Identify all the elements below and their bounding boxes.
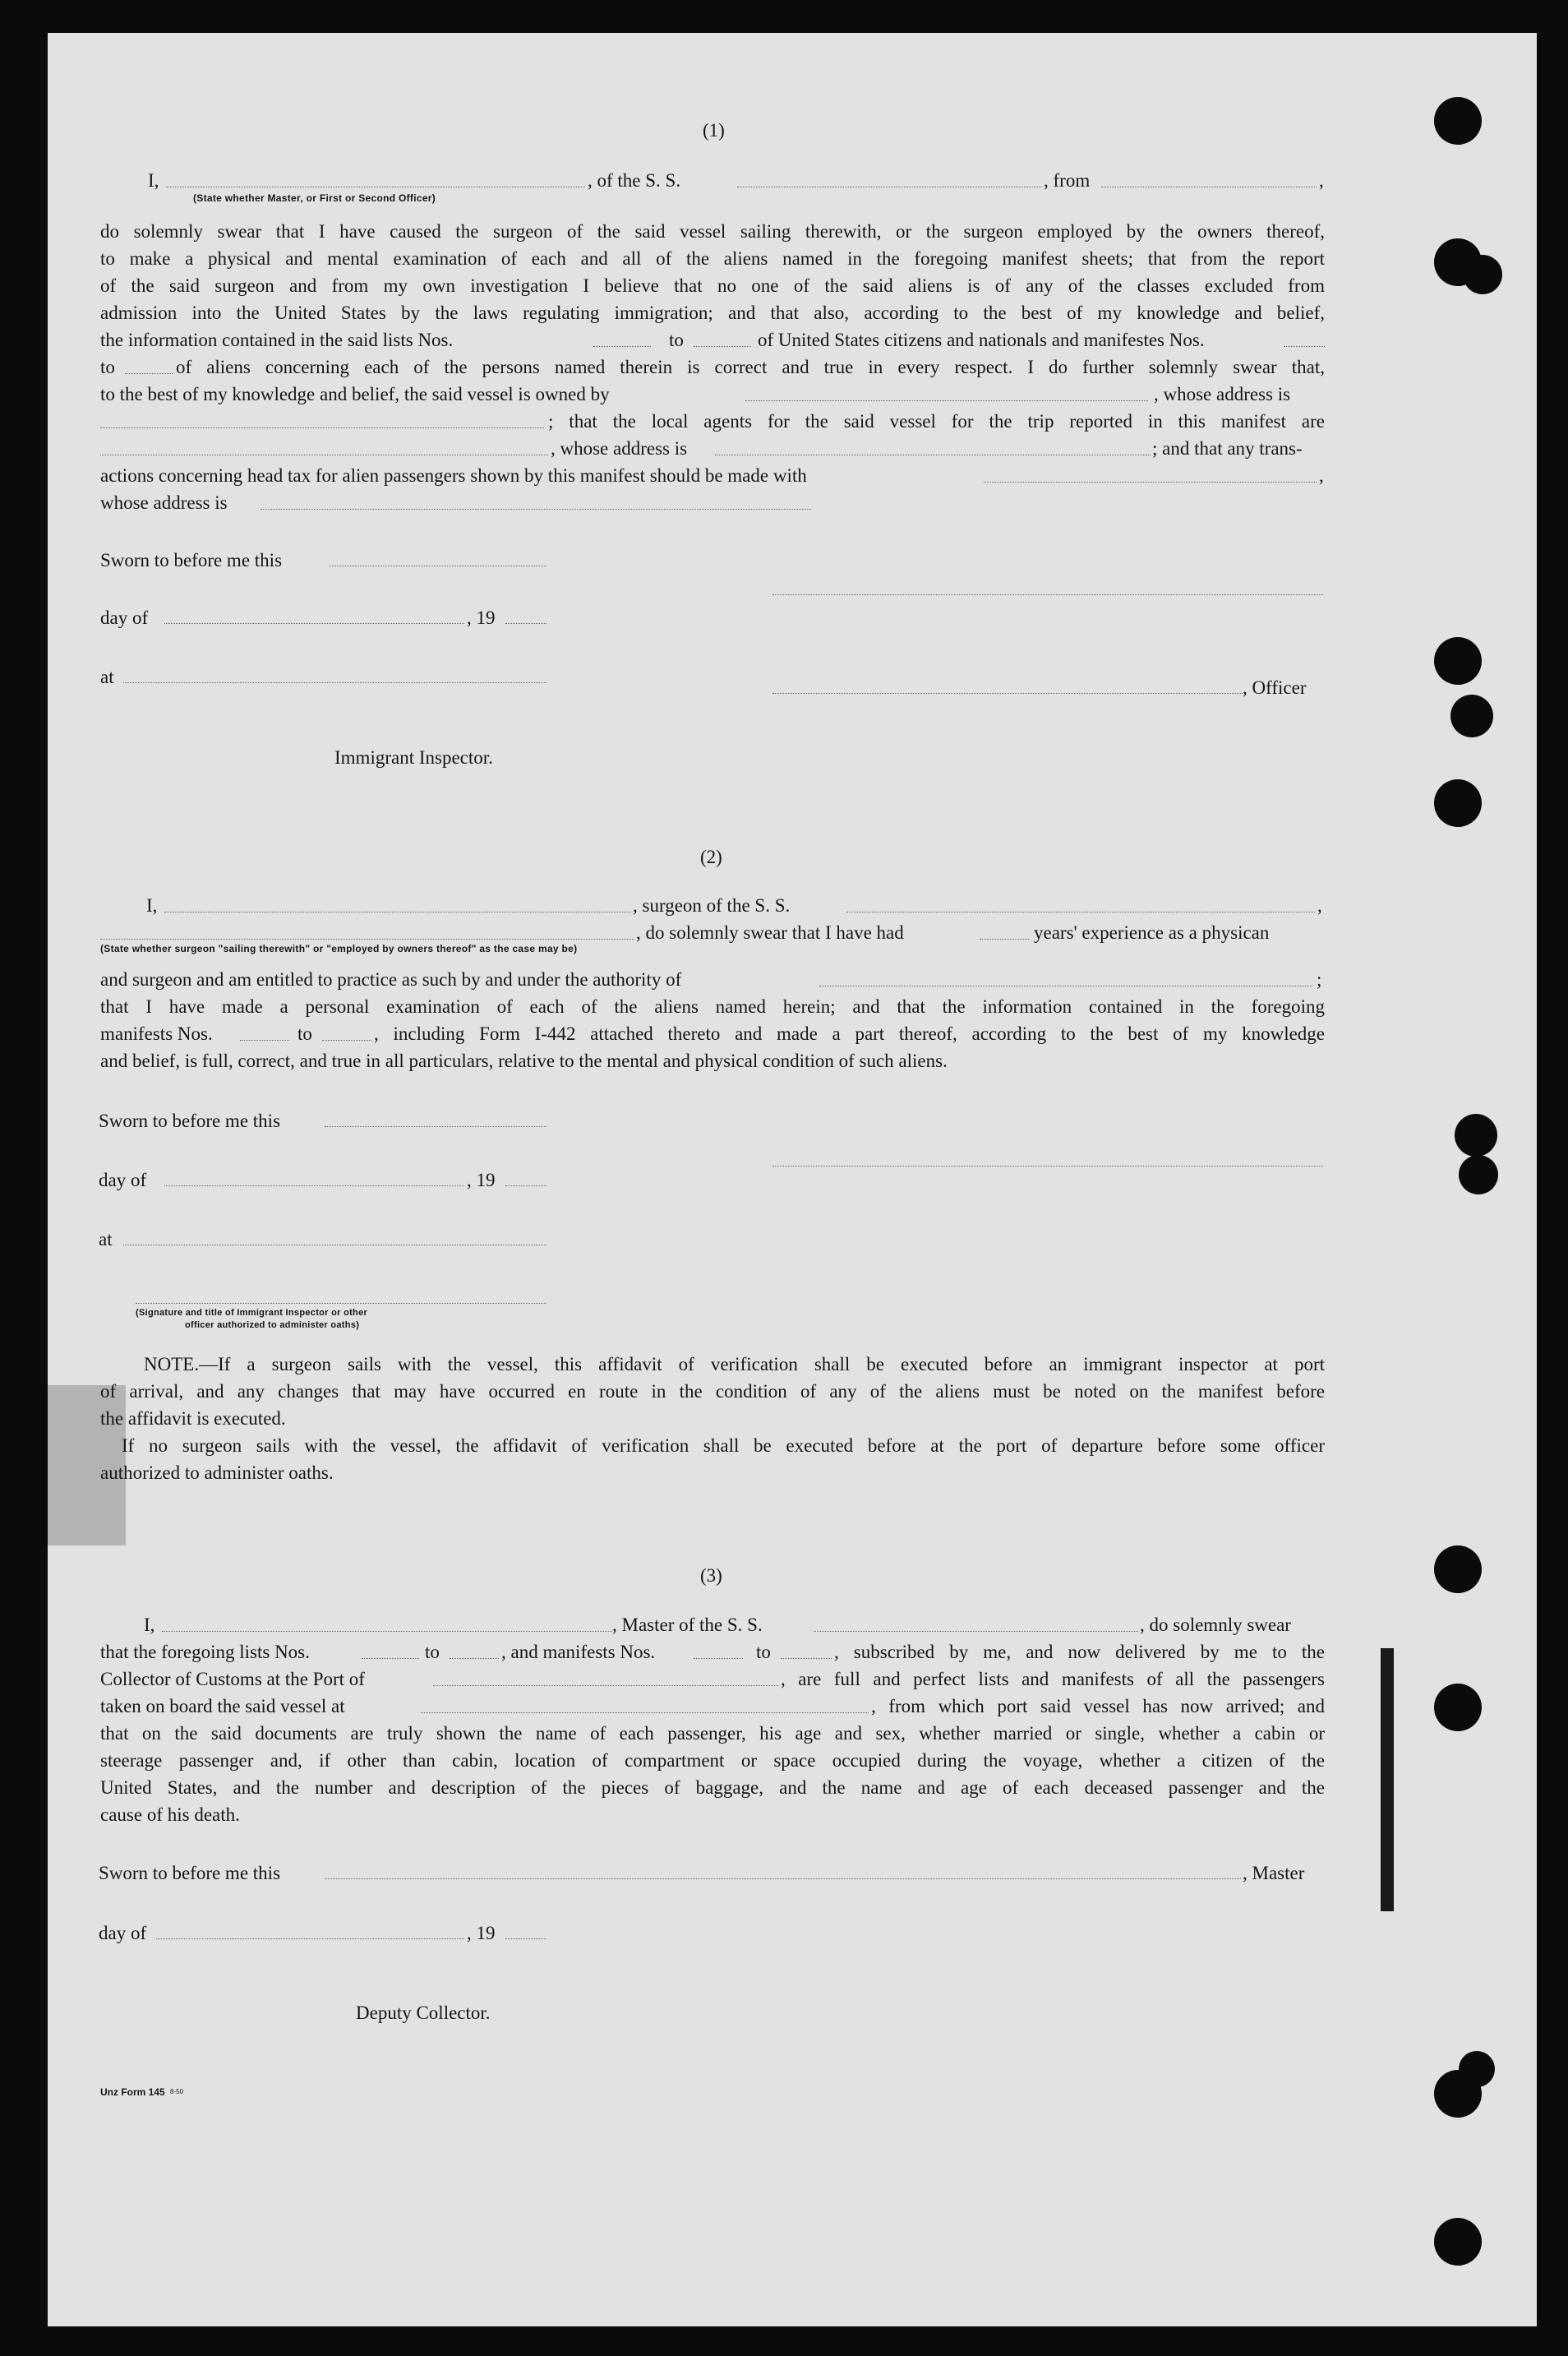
- section-number: (1): [703, 120, 725, 141]
- paragraph-line: and belief, is full, correct, and true in all particulars, relative to the mental and physical condition of such aliens.: [100, 1051, 948, 1071]
- comma: ,: [1317, 895, 1322, 916]
- comma: ,: [1319, 465, 1324, 486]
- day-field[interactable]: [164, 623, 464, 624]
- agents-address-line: [100, 435, 1325, 462]
- label-i: I,: [148, 170, 159, 191]
- paragraph-line: to make a physical and mental examination of each and all of the aliens named in the foregoing manifest sheets; that from the report: [100, 248, 1325, 269]
- signature-line[interactable]: [772, 594, 1323, 595]
- punch-hole: [1434, 637, 1482, 685]
- practice-line: [100, 966, 1325, 993]
- form-number: Unz Form 145: [100, 2086, 165, 2098]
- sworn-date-field[interactable]: [325, 1878, 1241, 1879]
- master-line: [144, 1611, 1325, 1638]
- master-label: , Master: [1243, 1863, 1305, 1883]
- sworn-label: Sworn to before me this: [99, 1111, 281, 1131]
- punch-hole: [1455, 1114, 1497, 1157]
- at-label: at: [99, 1229, 113, 1250]
- punch-hole: [1434, 1545, 1482, 1593]
- section-number: (3): [700, 1565, 722, 1586]
- punch-hole: [1459, 1155, 1498, 1194]
- manifests-to-field[interactable]: [781, 1658, 832, 1659]
- year-label: , 19: [467, 607, 496, 628]
- oath-line-1: [148, 167, 1325, 194]
- owned-line: [100, 381, 1325, 408]
- punch-hole: [1459, 2051, 1495, 2087]
- label-from: , from: [1044, 170, 1091, 191]
- signature-note: (Signature and title of Immigrant Inspector or other: [136, 1308, 368, 1318]
- label-of-ss: , of the S. S.: [588, 170, 681, 191]
- whose-address-line: [100, 489, 840, 516]
- paragraph-line: do solemnly swear that I have caused the surgeon of the said vessel sailing therewith, or the surgeon employed by the owners thereof,: [100, 221, 1325, 242]
- label-practice: and surgeon and am entitled to practice as such by and under the authority of: [100, 969, 682, 990]
- form-code: 8-50: [170, 2088, 184, 2095]
- headtax-field[interactable]: [984, 482, 1317, 483]
- departure-port-field[interactable]: [421, 1712, 869, 1713]
- surgeon-type-field[interactable]: [100, 939, 634, 940]
- taken-text: , from which port said vessel has now arrived; and: [871, 1696, 1325, 1716]
- label-to: to: [100, 357, 115, 377]
- label-swear: , do solemnly swear: [1140, 1615, 1291, 1635]
- manifests-line: [100, 1020, 1325, 1047]
- lists-to-field[interactable]: [694, 346, 751, 347]
- punch-hole: [1434, 97, 1482, 145]
- deputy-collector-label: Deputy Collector.: [356, 2003, 491, 2023]
- punch-hole: [1463, 255, 1502, 294]
- inspector-signature-field[interactable]: [136, 1303, 546, 1304]
- label-master-of: , Master of the S. S.: [612, 1615, 763, 1635]
- label-manifests: manifests Nos.: [100, 1023, 213, 1044]
- sworn-label: Sworn to before me this: [100, 550, 283, 571]
- taken-line: [100, 1693, 1325, 1720]
- paragraph-line: that on the said documents are truly shown the name of each passenger, his age and sex, whether married or single, whether a cabin or: [100, 1723, 1325, 1744]
- lists-to-field[interactable]: [450, 1658, 499, 1659]
- day-of-label: day of: [100, 607, 149, 628]
- note-line: NOTE.—If a surgeon sails with the vessel, this affidavit of verification shall be executed before an immigrant inspector at port: [144, 1354, 1325, 1374]
- collector-text: , are full and perfect lists and manifests of all the passengers: [781, 1669, 1325, 1689]
- label-to: to: [425, 1642, 440, 1662]
- manifests-from-field[interactable]: [694, 1658, 743, 1659]
- year-field[interactable]: [505, 1185, 546, 1186]
- surgeon-line-1: [146, 892, 1325, 919]
- punch-hole: [1450, 695, 1493, 737]
- note-line: the affidavit is executed.: [100, 1408, 286, 1429]
- at-label: at: [100, 667, 114, 687]
- lists-from-field[interactable]: [593, 346, 651, 347]
- label-headtax: actions concerning head tax for alien passengers shown by this manifest should be made with: [100, 465, 807, 486]
- signature-note: officer authorized to administer oaths): [185, 1320, 360, 1330]
- label-years: years' experience as a physican: [1034, 922, 1270, 943]
- label-i: I,: [146, 895, 158, 916]
- at-field[interactable]: [123, 682, 546, 683]
- lists-text: , subscribed by me, and now delivered by me to the: [834, 1642, 1325, 1662]
- owner-address-field[interactable]: [100, 427, 544, 428]
- label-transactions: ; and that any trans-: [1152, 438, 1303, 459]
- label-manifests: , and manifests Nos.: [501, 1642, 656, 1662]
- label-i: I,: [144, 1615, 155, 1635]
- label-to: to: [297, 1023, 312, 1044]
- label-address: , whose address is: [1154, 384, 1291, 404]
- label-lists: that the foregoing lists Nos.: [100, 1642, 310, 1662]
- surgeon-note: (State whether surgeon "sailing therewith" or "employed by owners thereof" as the case may be): [100, 943, 578, 954]
- semicolon: ;: [1317, 969, 1322, 990]
- punch-hole: [1434, 2218, 1482, 2266]
- officer-label: , Officer: [1243, 677, 1307, 698]
- headtax-line: [100, 462, 1325, 489]
- paragraph-line: United States, and the number and description of the pieces of baggage, and the name and age of each deceased passenger and the: [100, 1777, 1325, 1798]
- label-lists: the information contained in the said lists Nos.: [100, 330, 454, 350]
- sworn-date-field[interactable]: [325, 1126, 546, 1127]
- officer-note: (State whether Master, or First or Second Officer): [193, 192, 436, 204]
- officer-field[interactable]: [772, 693, 1243, 694]
- manifests-to-field[interactable]: [322, 1040, 371, 1041]
- paragraph-line: steerage passenger and, if other than cabin, location of compartment or space occupied during the voyage, whether a citizen of the: [100, 1750, 1325, 1771]
- day-of-label: day of: [99, 1170, 147, 1190]
- comma: ,: [1319, 170, 1324, 191]
- note-line: If no surgeon sails with the vessel, the affidavit of verification shall be executed before at the port of departure before some officer: [122, 1435, 1325, 1456]
- headtax-address-field[interactable]: [261, 509, 811, 510]
- section-number: (2): [700, 847, 722, 867]
- manifests-field[interactable]: [1284, 346, 1325, 347]
- years-field[interactable]: [980, 939, 1029, 940]
- year-label: , 19: [467, 1170, 496, 1190]
- note-line: authorized to administer oaths.: [100, 1462, 334, 1483]
- aliens-line: [100, 353, 1325, 381]
- agents-line: [100, 408, 1325, 435]
- label-taken: taken on board the said vessel at: [100, 1696, 345, 1716]
- aliens-to-field[interactable]: [125, 373, 173, 374]
- manifests-from-field[interactable]: [240, 1040, 289, 1041]
- lists-line: [100, 326, 1325, 353]
- label-whose-address: whose address is: [100, 492, 228, 513]
- master-name-field[interactable]: [162, 1631, 612, 1632]
- label-to: to: [669, 330, 684, 350]
- label-surgeon-of: , surgeon of the S. S.: [633, 895, 791, 916]
- binding-edge: [1381, 1648, 1394, 1911]
- year-field[interactable]: [505, 1938, 546, 1939]
- punch-hole: [1434, 779, 1482, 827]
- owner-field[interactable]: [745, 400, 1148, 401]
- aliens-text: of aliens concerning each of the persons named therein is correct and true in every respect. I do further solemnly swear that,: [176, 357, 1325, 377]
- master-ship-field[interactable]: [814, 1631, 1138, 1632]
- paragraph-line: cause of his death.: [100, 1804, 240, 1825]
- note-line: of arrival, and any changes that may have occurred en route in the condition of any of the aliens must be noted on the manifest before: [100, 1381, 1325, 1402]
- paragraph-line: admission into the United States by the laws regulating immigration; and that also, according to the best of my knowledge and belief,: [100, 303, 1325, 323]
- port-field[interactable]: [433, 1685, 778, 1686]
- inspector-label: Immigrant Inspector.: [334, 747, 493, 768]
- label-address: , whose address is: [551, 438, 688, 459]
- day-field[interactable]: [164, 1185, 464, 1186]
- label-owned: to the best of my knowledge and belief, the said vessel is owned by: [100, 384, 610, 404]
- paragraph-line: of the said surgeon and from my own investigation I believe that no one of the said aliens is of any of the classes excluded from: [100, 275, 1325, 296]
- lists-line: [100, 1638, 1325, 1665]
- label-collector: Collector of Customs at the Port of: [100, 1669, 365, 1689]
- day-field[interactable]: [156, 1938, 464, 1939]
- label-to: to: [756, 1642, 771, 1662]
- collector-line: [100, 1665, 1325, 1693]
- lists-from-field[interactable]: [362, 1658, 419, 1659]
- label-citizens: of United States citizens and nationals and manifestes Nos.: [758, 330, 1205, 350]
- paragraph-line: that I have made a personal examination of each of the aliens named herein; and that the information contained in the foregoing: [100, 996, 1325, 1017]
- year-field[interactable]: [505, 623, 546, 624]
- day-of-label: day of: [99, 1923, 147, 1943]
- punch-hole: [1434, 1684, 1482, 1731]
- label-swear: , do solemnly swear that I have had: [636, 922, 904, 943]
- agents-text: ; that the local agents for the said vessel for the trip reported in this manifest are: [548, 411, 1325, 432]
- manifests-text: , including Form I-442 attached thereto and made a part thereof, according to the best of my knowledge: [374, 1023, 1325, 1044]
- sworn-label: Sworn to before me this: [99, 1863, 281, 1883]
- year-label: , 19: [467, 1923, 496, 1943]
